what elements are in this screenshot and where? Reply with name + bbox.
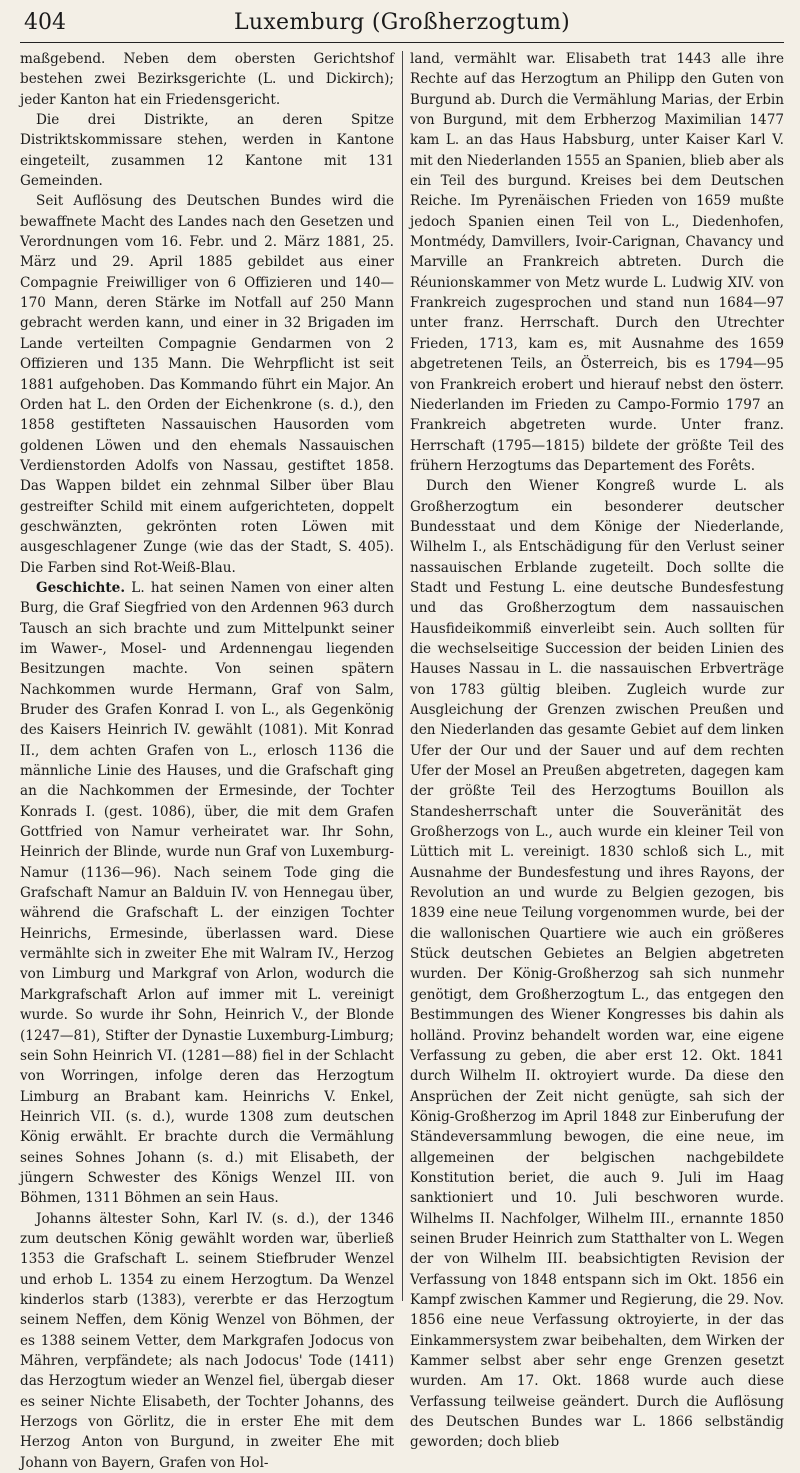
column-divider [402, 51, 403, 1301]
paragraph [20, 578, 394, 1209]
paragraph [410, 49, 784, 476]
paragraph-text: Seit Auflösung des Deutschen Bundes wird die bewaffnete Macht des Landes nach den Gesetzen und Verordnungen vom 16. Febr. und 2. März 1881, 25. März und 29. April 1885 gebildet aus einer Compagnie Freiwilliger von 6 Offizieren und 140—170 Mann, deren Stärke im Notfall auf 250 Mann gebracht werden kann, und einer in 32 Brigaden im Lande verteilten Compagnie Gendarmen von 2 Offizieren und 135 Mann. Die Wehrpflicht ist seit 1881 aufgehoben. Das Kommando führt ein Major. An Orden hat L. den Orden der Eichenkrone (s. d.), den 1858 gestifteten Nassauischen Hausorden vom goldenen Löwen und den ehemals Nassauischen Verdienstorden Adolfs von Nassau, gestiftet 1858. Das Wappen bildet ein zehnmal Silber über Blau gestreifter Schild mit einem aufgerichteten, doppelt geschwänzten, gekrönten roten Löwen mit ausgeschlagener Zunge (wie das der Stadt, S. 405). Die Farben sind Rot-Weiß-Blau. [20, 193, 394, 576]
text-columns [20, 49, 784, 1473]
page-number: 404 [24, 10, 66, 35]
paragraph [20, 49, 394, 110]
paragraph [20, 191, 394, 578]
section-heading: Geschichte. [36, 579, 126, 596]
paragraph [410, 476, 784, 1453]
paragraph-text: Die drei Distrikte, an deren Spitze Distriktskommissare stehen, werden in Kantone eingeteilt, zusammen 12 Kantone mit 131 Gemeinden. [20, 112, 394, 190]
paragraph-text: Durch den Wiener Kongreß wurde L. als Großherzogtum ein besonderer deutscher Bundesstaat und dem Könige der Niederlande, Wilhelm I., als Entschädigung für den Verlust seiner nassauischen Erblande zugeteilt. Doch sollte die Stadt und Festung L. eine deutsche Bundesfestung und das Großherzogtum dem nassauischen Hausfideikommiß einverleibt sein. Auch sollten für die wechselseitige Succession der beiden Linien des Hauses Nassau in L. die nassauischen Erbverträge von 1783 gültig bleiben. Zugleich wurde zur Ausgleichung der Grenzen zwischen Preußen und den Niederlanden das gesamte Gebiet auf dem linken Ufer der Our und der Sauer und auf dem rechten Ufer der Mosel an Preußen abgetreten, dagegen kam der größte Teil des Herzogtums Bouillon als Standesherrschaft unter die Souveränität des Großherzogs von L., auch wurde ein kleiner Teil von Lüttich mit L. vereinigt. 1830 schloß sich L., mit Ausnahme der Bundesfestung und ihres Rayons, der Revolution an und wurde zu Belgien gezogen, bis 1839 eine neue Teilung vorgenommen wurde, bei der die wallonischen Quartiere wie auch ein größeres Stück deutschen Gebietes an Belgien abgetreten wurden. Der König-Großherzog sah sich nunmehr genötigt, dem Großherzogtum L., das entgegen den Bestimmungen des Wiener Kongresses bis dahin als holländ. Provinz behandelt worden war, eine eigene Verfassung zu geben, die aber erst 12. Okt. 1841 durch Wilhelm II. oktroyiert wurde. Da diese den Ansprüchen der Zeit nicht genügte, sah sich der König-Großherzog im April 1848 zur Einberufung der Ständeversammlung bewogen, die eine neue, im allgemeinen der belgischen nachgebildete Konstitution beriet, die auch 9. Juli im Haag sanktioniert und 10. Juli beschworen wurde. Wilhelms II. Nachfolger, Wilhelm III., ernannte 1850 seinen Bruder Heinrich zum Statthalter von L. Wegen der von Wilhelm III. beabsichtigten Revision der Verfassung von 1848 entspann sich im Okt. 1856 ein Kampf zwischen Kammer und Regierung, die 29. Nov. 1856 eine neue Verfassung oktroyierte, in der das Einkammersystem zwar beibehalten, dem Wirken der Kammer selbst aber sehr enge Grenzen gesetzt wurden. Am 17. Okt. 1868 wurde auch diese Verfassung teilweise geändert. Durch die Auflösung des Deutschen Bundes war L. 1866 selbständig geworden; doch blieb [410, 478, 784, 1451]
paragraph [20, 1209, 394, 1473]
running-title: Luxemburg (Großherzogtum) [233, 10, 571, 35]
paragraph-text: land, vermählt war. Elisabeth trat 1443 alle ihre Rechte auf das Herzogtum an Philipp den Guten von Burgund ab. Durch die Vermählung Marias, der Erbin von Burgund, mit dem Erbherzog Maximilian 1477 kam L. an das Haus Habsburg, unter Kaiser Karl V. mit den Niederlanden 1555 an Spanien, blieb aber als ein Teil des burgund. Kreises bei dem Deutschen Reiche. Im Pyrenäischen Frieden von 1659 mußte jedoch Spanien einen Teil von L., Diedenhofen, Montmédy, Damvillers, Ivoir-Carignan, Chavancy und Marville an Frankreich abtreten. Durch die Réunionskammer von Metz wurde L. Ludwig XIV. von Frankreich zugesprochen und stand nun 1684—97 unter franz. Herrschaft. Durch den Utrechter Frieden, 1713, kam es, mit Ausnahme des 1659 abgetretenen Teils, an Österreich, bis es 1794—95 von Frankreich erobert und hierauf nebst den österr. Niederlanden im Frieden zu Campo-Formio 1797 an Frankreich abgetreten wurde. Unter franz. Herrschaft (1795—1815) bildete der größte Teil des frühern Herzogtums das Departement des Forêts. [410, 51, 784, 474]
paragraph-text: maßgebend. Neben dem obersten Gerichtshof bestehen zwei Bezirksgerichte (L. und Dickirch); jeder Kanton hat ein Friedensgericht. [20, 51, 394, 108]
paragraph-text: Johanns ältester Sohn, Karl IV. (s. d.), der 1346 zum deutschen König gewählt worden war, überließ 1353 die Grafschaft L. seinem Stiefbruder Wenzel und erhob L. 1354 zu einem Herzogtum. Da Wenzel kinderlos starb (1383), vererbte er das Herzogtum seinem Neffen, dem König Wenzel von Böhmen, der es 1388 seinem Vetter, dem Markgrafen Jodocus von Mähren, verpfändete; als nach Jodocus' Tode (1411) das Herzogtum wieder an Wenzel fiel, übergab dieser es seiner Nichte Elisabeth, der Tochter Johanns, des Herzogs von Görlitz, die in erster Ehe mit dem Herzog Anton von Burgund, in zweiter Ehe mit Johann von Bayern, Grafen von Hol- [20, 1210, 394, 1471]
right-column [410, 49, 784, 1473]
paragraph [20, 110, 394, 191]
paragraph-text: L. hat seinen Namen von einer alten Burg, die Graf Siegfried von den Ardennen 963 durch Tausch an sich brachte und zum Mittelpunkt seiner im Wawer-, Mosel- und Ardennengau liegenden Besitzungen machte. Von seinen spätern Nachkommen wurde Hermann, Graf von Salm, Bruder des Grafen Konrad I. von L., als Gegenkönig des Kaisers Heinrich IV. gewählt (1081). Mit Konrad II., dem achten Grafen von L., erlosch 1136 die männliche Linie des Hauses, und die Grafschaft ging an die Nachkommen der Ermesinde, der Tochter Konrads I. (gest. 1086), über, die mit dem Grafen Gottfried von Namur verheiratet war. Ihr Sohn, Heinrich der Blinde, wurde nun Graf von Luxemburg-Namur (1136—96). Nach seinem Tode ging die Grafschaft Namur an Balduin IV. von Hennegau über, während die Grafschaft L. der einzigen Tochter Heinrichs, Ermesinde, überlassen ward. Diese vermählte sich in zweiter Ehe mit Walram IV., Herzog von Limburg und Markgraf von Arlon, wodurch die Markgrafschaft Arlon auf immer mit L. vereinigt wurde. So wurde ihr Sohn, Heinrich V., der Blonde (1247—81), Stifter der Dynastie Luxemburg-Limburg; sein Sohn Heinrich VI. (1281—88) fiel in der Schlacht von Worringen, infolge deren das Herzogtum Limburg an Brabant kam. Heinrichs V. Enkel, Heinrich VII. (s. d.), wurde 1308 zum deutschen König erwählt. Er brachte durch die Vermählung seines Sohnes Johann (s. d.) mit Elisabeth, der jüngern Schwester des Königs Wenzel III. von Böhmen, 1311 Böhmen an sein Haus. [20, 579, 394, 1207]
page-header [20, 6, 784, 43]
left-column [20, 49, 394, 1473]
